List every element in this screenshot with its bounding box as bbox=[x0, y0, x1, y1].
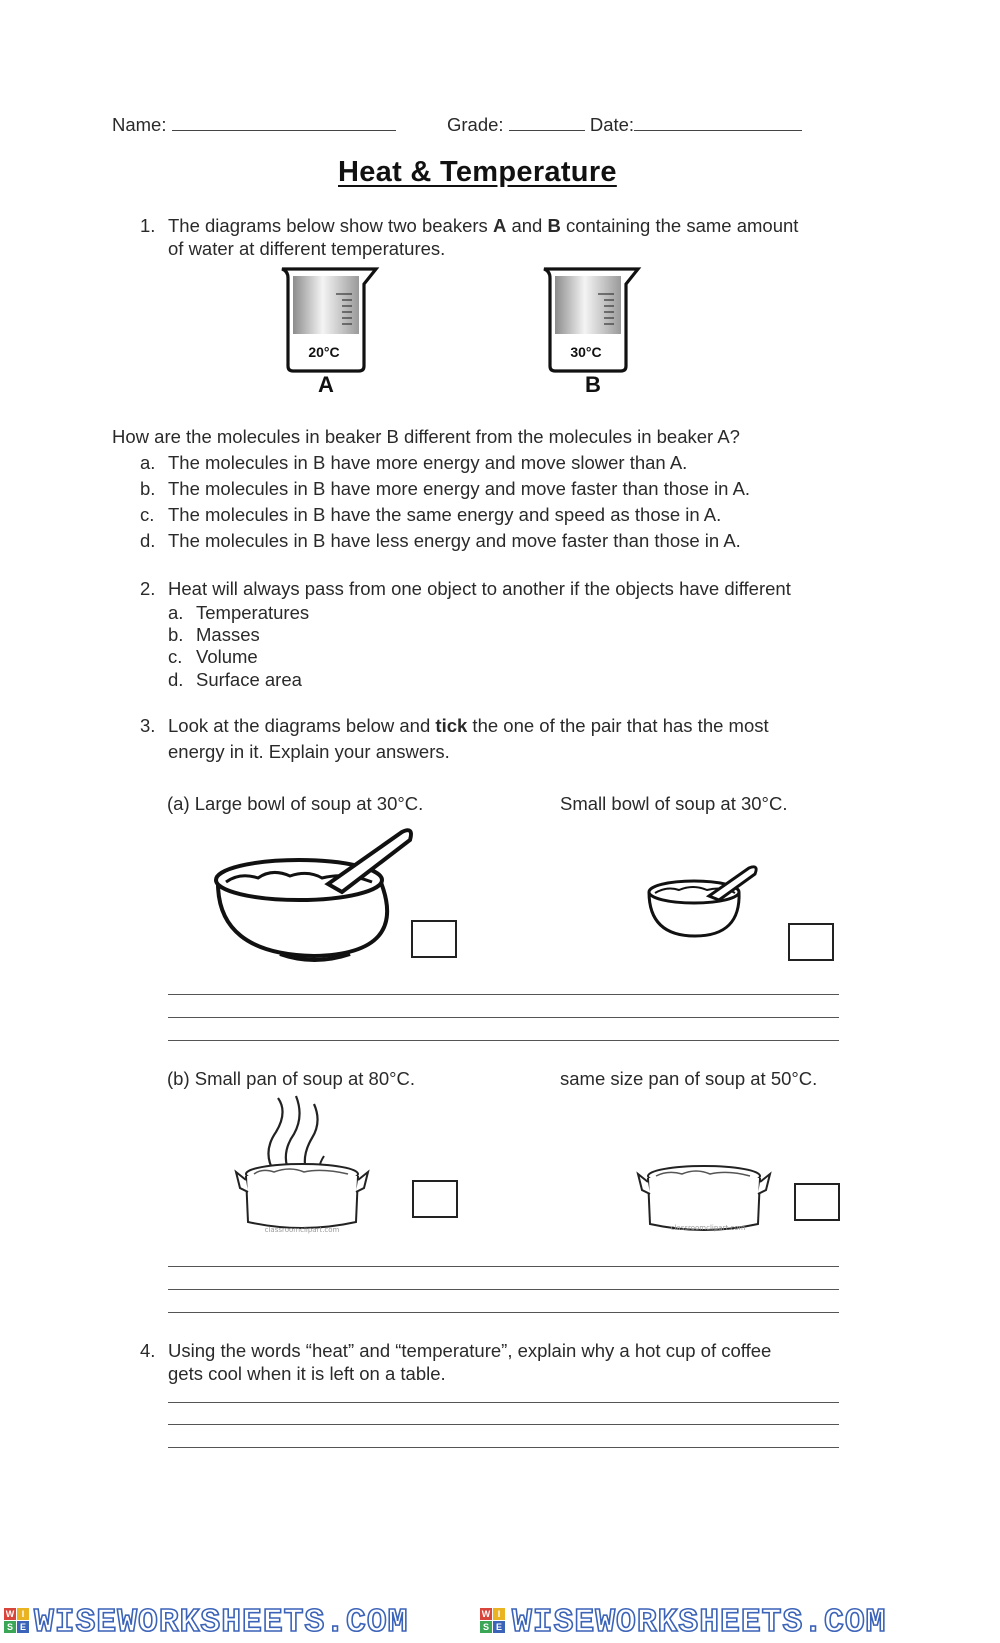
answer-line-4-1[interactable] bbox=[168, 1402, 839, 1403]
grade-field[interactable] bbox=[447, 112, 802, 137]
q2-number: 2. bbox=[140, 578, 156, 599]
tick-box-cool-pan[interactable] bbox=[794, 1183, 840, 1221]
date-blank[interactable] bbox=[634, 112, 802, 131]
site-logo-icon: W I S E bbox=[4, 1608, 30, 1634]
clipart-watermark-2: classroomclipart.com bbox=[670, 1224, 746, 1232]
cool-pan-image bbox=[634, 1150, 774, 1236]
q3a-left-caption: (a) Large bowl of soup at 30°C. bbox=[167, 793, 424, 814]
grade-blank[interactable] bbox=[509, 112, 585, 131]
q1-text-line2: of water at different temperatures. bbox=[168, 238, 446, 259]
q1-option-c[interactable]: c. The molecules in B have the same energy and speed as those in A. bbox=[140, 504, 722, 525]
q4-text-line1: Using the words “heat” and “temperature”, explain why a hot cup of coffee bbox=[168, 1340, 772, 1361]
q1-text-line1: The diagrams below show two beakers A and B containing the same amount bbox=[168, 215, 799, 236]
footer-banner bbox=[0, 1600, 1000, 1643]
beaker-b-temp: 30°C bbox=[570, 344, 602, 360]
q2-option-c[interactable]: c. Volume bbox=[168, 646, 258, 667]
answer-line-3a-2[interactable] bbox=[168, 1017, 839, 1018]
beaker-b-label: B bbox=[585, 372, 601, 397]
q1-question: How are the molecules in beaker B different from the molecules in beaker A? bbox=[112, 426, 740, 447]
name-label: Name: bbox=[112, 114, 167, 135]
q2-option-b[interactable]: b. Masses bbox=[168, 624, 260, 645]
clipart-watermark-1: classroomclipart.com bbox=[264, 1226, 340, 1234]
q4-number: 4. bbox=[140, 1340, 156, 1361]
q3-text-line1: Look at the diagrams below and tick the one of the pair that has the most bbox=[168, 715, 769, 736]
name-blank[interactable] bbox=[172, 112, 396, 131]
hot-pan-image bbox=[232, 1092, 372, 1238]
beaker-a-temp: 20°C bbox=[308, 344, 340, 360]
q2-text: Heat will always pass from one object to another if the objects have different bbox=[168, 578, 791, 599]
page-title: Heat & Temperature bbox=[338, 156, 617, 188]
q2-option-a[interactable]: a. Temperatures bbox=[168, 602, 310, 623]
answer-line-4-2[interactable] bbox=[168, 1424, 839, 1425]
answer-line-3b-2[interactable] bbox=[168, 1289, 839, 1290]
date-label: Date: bbox=[589, 114, 635, 135]
tick-box-small-bowl[interactable] bbox=[788, 923, 834, 961]
tick-box-large-bowl[interactable] bbox=[411, 920, 457, 958]
footer-brand-text-2[interactable]: WISEWORKSHEETS.COM bbox=[512, 1604, 887, 1641]
q3-text-line2: energy in it. Explain your answers. bbox=[168, 741, 450, 762]
q1-number: 1. bbox=[140, 215, 156, 236]
name-field[interactable] bbox=[112, 112, 396, 137]
tick-box-hot-pan[interactable] bbox=[412, 1180, 458, 1218]
q4-text-line2: gets cool when it is left on a table. bbox=[168, 1363, 446, 1384]
q3b-left-caption: (b) Small pan of soup at 80°C. bbox=[167, 1068, 416, 1089]
q3a-right-caption: Small bowl of soup at 30°C. bbox=[560, 793, 788, 814]
answer-line-3b-1[interactable] bbox=[168, 1266, 839, 1267]
answer-line-3b-3[interactable] bbox=[168, 1312, 839, 1313]
answer-line-3a-1[interactable] bbox=[168, 994, 839, 995]
site-logo-icon-2: W I S E bbox=[480, 1608, 506, 1634]
grade-label: Grade: bbox=[447, 114, 504, 135]
q3b-right-caption: same size pan of soup at 50°C. bbox=[560, 1068, 818, 1089]
footer-brand-text-1[interactable]: WISEWORKSHEETS.COM bbox=[34, 1604, 409, 1641]
answer-line-4-3[interactable] bbox=[168, 1447, 839, 1448]
beaker-a-label: A bbox=[318, 372, 334, 397]
small-bowl-image bbox=[645, 860, 765, 940]
answer-line-3a-3[interactable] bbox=[168, 1040, 839, 1041]
q1-option-b[interactable]: b. The molecules in B have more energy and move faster than those in A. bbox=[140, 478, 751, 499]
q2-option-d[interactable]: d. Surface area bbox=[168, 669, 302, 690]
q1-option-a[interactable]: a. The molecules in B have more energy and move slower than A. bbox=[140, 452, 688, 473]
q1-option-d[interactable]: d. The molecules in B have less energy and move faster than those in A. bbox=[140, 530, 741, 551]
large-bowl-image bbox=[210, 822, 420, 964]
q3-number: 3. bbox=[140, 715, 156, 736]
